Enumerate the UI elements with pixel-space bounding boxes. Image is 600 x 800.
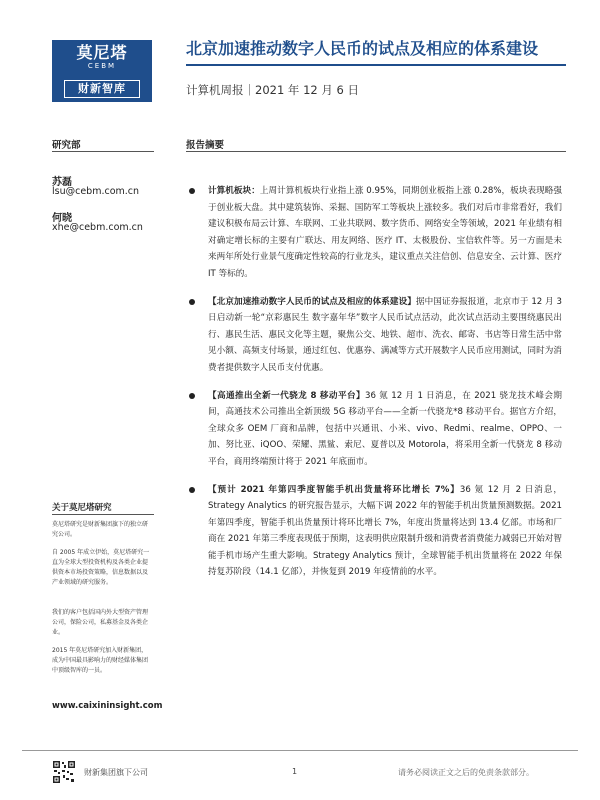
summary-divider bbox=[186, 151, 566, 152]
about-paragraph: 自 2005 年成立伊始，莫尼塔研究一直为全球大型投资机构及各类企业提供资本市场投资策略，信息数据以及产业领域的研究服务。 bbox=[52, 549, 150, 586]
summary-item-body: 36 氪 12 月 2 日消息，Strategy Analytics 的研究报告显示，大幅下调 2022 年的智能手机出货量预测数据。2021 年第四季度，智能手机出货量预计将环比增长 7%，年度出货量将达到 13.4 亿部。市场和厂商在 2021 年第三季度表现低于预期，这表明供应限制升级和消费者消费能力减弱已开始对智能手机市场产生重大影响。Strategy Analytics 预计，全球智能手机出货量将在 2022 年保持复苏阶段（14.1 亿部），并恢复到 2019 年疫情前的水平。 bbox=[208, 484, 562, 578]
dept-label: 研究部 bbox=[52, 140, 81, 151]
analyst-name: 何晓 bbox=[52, 213, 72, 224]
logo-abbr: CEBM bbox=[87, 62, 117, 70]
analyst-email[interactable]: xhe@cebm.com.cn bbox=[52, 222, 143, 233]
qr-code-icon bbox=[52, 760, 76, 784]
bullet-icon bbox=[189, 487, 195, 493]
bullet-icon bbox=[189, 299, 195, 305]
summary-item-lead: 计算机板块： bbox=[208, 186, 260, 196]
analyst-email[interactable]: lsu@cebm.com.cn bbox=[52, 186, 140, 197]
brand-logo bbox=[52, 40, 152, 102]
about-heading: 关于莫尼塔研究 bbox=[52, 503, 112, 513]
page-number: 1 bbox=[292, 767, 298, 776]
summary-item-lead: 【预计 2021 年第四季度智能手机出货量将环比增长 7%】 bbox=[208, 484, 460, 495]
summary-item-body: 36 氪 12 月 1 日消息，在 2021 骁龙技术峰会期间，高通技术公司推出全新顶级 5G 移动平台——全新一代骁龙*8 移动平台。据官方介绍，全球众多 OEM 厂商和品牌，包括中兴通讯、小米、vivo、Redmi、realme、OPPO、一加、努比亚、iQOO、荣耀、黑鲨、索尼、夏普以及 Motorola，将采用全新一代骁龙 8 移动平台，商用终端预计将于 2021 年底面市。 bbox=[208, 390, 562, 467]
analyst-name: 苏磊 bbox=[52, 177, 72, 188]
summary-item bbox=[186, 388, 562, 471]
website-link[interactable]: www.caixininsight.com bbox=[52, 701, 163, 711]
report-subtitle: 计算机周报｜2021 年 12 月 6 日 bbox=[186, 83, 359, 97]
report-title: 北京加速推动数字人民币的试点及相应的体系建设 bbox=[186, 39, 539, 58]
summary-item bbox=[186, 482, 562, 582]
summary-heading: 报告摘要 bbox=[186, 140, 225, 151]
about-paragraph: 莫尼塔研究是财新集团旗下的独立研究公司。 bbox=[52, 521, 149, 538]
summary-item-lead: 【北京加速推动数字人民币的试点及相应的体系建设】 bbox=[208, 296, 416, 307]
sidebar-divider bbox=[52, 151, 154, 152]
title-divider bbox=[186, 64, 566, 66]
logo-sub: 财新智库 bbox=[64, 80, 140, 98]
about-paragraph: 2015 年莫尼塔研究加入财新集团，成为中国最具影响力的财经媒体集团中顶级智库的一员。 bbox=[52, 647, 149, 674]
summary-list bbox=[186, 183, 562, 592]
bullet-icon bbox=[189, 393, 195, 399]
footer-disclaimer: 请务必阅读正文之后的免责条款部分。 bbox=[398, 768, 534, 777]
summary-item-body: 据中国证券报报道，北京市于 12 月 3 日启动新一轮“京彩惠民生 数字嘉年华”数字人民币试点活动，此次试点活动主要围绕惠民出行、惠民生活、惠民文化等主题，聚焦公交、地铁、超市、洗衣、邮寄、书店等日常生活中常见小额、高频支付场景，通过红包、优惠券、满减等方式开展数字人民币应用测试，同时为消费者提供数字人民币支付优惠。 bbox=[208, 296, 562, 373]
about-divider bbox=[52, 514, 154, 515]
summary-item bbox=[186, 183, 562, 283]
logo-name: 莫尼塔 bbox=[76, 43, 128, 62]
footer-divider bbox=[22, 750, 578, 751]
summary-item-body: 上周计算机板块行业指上涨 0.95%，同期创业板指上涨 0.28%，板块表现略强于创业板大盘。其中建筑装饰、采掘、国防军工等板块上涨较多。我们对后市非常看好，我们建议积极布局云计算、车联网、工业共联网、数字货币、网络安全等领域，2021 年业绩有相对确定增长标的主要有广联达、用友网络、医疗 IT、太极股份、宝信软件等。另一方面是未来两年所处行业景气度确定性较高的行业龙头，建议重点关注信创、信息安全、云计算、医疗 IT 等标的。 bbox=[208, 186, 562, 279]
footer-org: 财新集团旗下公司 bbox=[84, 768, 148, 777]
about-paragraph: 我们的客户包括国内外大型资产管理公司，保险公司，私募基金及各类企业。 bbox=[52, 609, 149, 636]
summary-item bbox=[186, 294, 562, 377]
summary-item-lead: 【高通推出全新一代骁龙 8 移动平台】 bbox=[208, 390, 365, 401]
bullet-icon bbox=[189, 188, 195, 194]
